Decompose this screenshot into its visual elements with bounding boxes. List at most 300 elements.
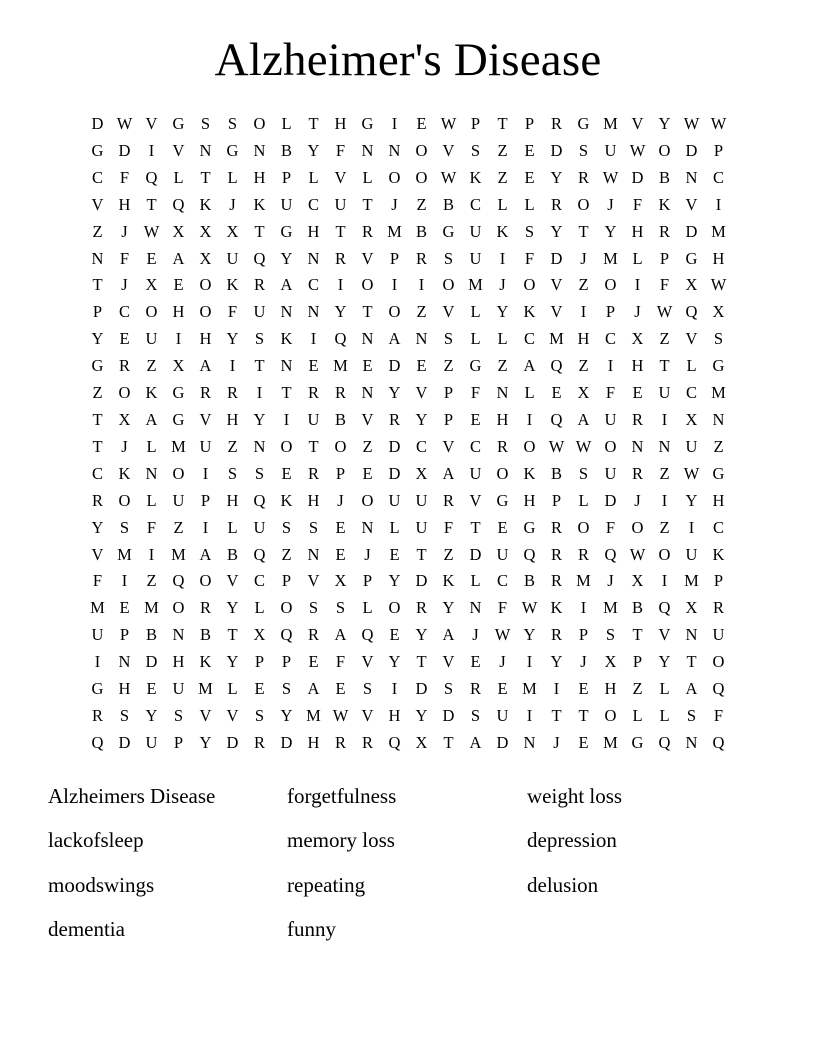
grid-letter: I bbox=[148, 140, 155, 160]
grid-letter: O bbox=[199, 275, 212, 295]
grid-letter: H bbox=[199, 329, 212, 349]
grid-letter: Q bbox=[253, 248, 266, 268]
grid-letter: V bbox=[442, 302, 455, 322]
grid-letter: G bbox=[280, 221, 293, 241]
grid-letter: S bbox=[227, 463, 238, 483]
grid-letter: N bbox=[388, 140, 401, 160]
grid-letter: K bbox=[523, 463, 536, 483]
grid-letter: J bbox=[364, 544, 371, 564]
grid-letter: R bbox=[334, 732, 346, 752]
grid-row bbox=[84, 165, 732, 192]
grid-letter: Z bbox=[659, 517, 670, 537]
grid-letter: D bbox=[280, 732, 293, 752]
grid-letter: U bbox=[91, 625, 104, 645]
grid-letter: G bbox=[172, 383, 185, 403]
grid-letter: I bbox=[526, 652, 533, 672]
grid-letter: O bbox=[577, 517, 590, 537]
grid-letter: H bbox=[523, 490, 536, 510]
grid-letter: P bbox=[443, 383, 454, 403]
grid-letter: M bbox=[603, 598, 618, 618]
grid-letter: M bbox=[333, 356, 348, 376]
grid-letter: G bbox=[226, 140, 239, 160]
grid-letter: H bbox=[577, 329, 590, 349]
grid-letter: R bbox=[631, 409, 643, 429]
grid-letter: Q bbox=[658, 732, 671, 752]
grid-letter: U bbox=[415, 490, 428, 510]
grid-letter: N bbox=[523, 732, 536, 752]
grid-letter: R bbox=[388, 409, 400, 429]
grid-letter: H bbox=[496, 409, 509, 429]
grid-letter: O bbox=[280, 598, 293, 618]
grid-letter: Z bbox=[416, 194, 427, 214]
grid-letter: R bbox=[199, 383, 211, 403]
grid-letter: T bbox=[362, 194, 373, 214]
grid-letter: A bbox=[523, 356, 536, 376]
grid-letter: Z bbox=[416, 302, 427, 322]
grid-letter: F bbox=[335, 140, 346, 160]
grid-letter: Z bbox=[443, 356, 454, 376]
grid-letter: E bbox=[551, 383, 562, 403]
grid-letter: Z bbox=[632, 679, 643, 699]
grid-letter: M bbox=[144, 598, 159, 618]
grid-letter: M bbox=[306, 705, 321, 725]
grid-letter: L bbox=[578, 490, 589, 510]
word-search-grid bbox=[84, 111, 732, 757]
grid-letter: X bbox=[199, 221, 212, 241]
grid-letter: N bbox=[658, 436, 671, 456]
grid-letter: Y bbox=[280, 248, 293, 268]
grid-letter: P bbox=[173, 732, 184, 752]
grid-letter: R bbox=[469, 679, 481, 699]
grid-letter: Z bbox=[578, 275, 589, 295]
grid-letter: C bbox=[496, 571, 508, 591]
grid-letter: V bbox=[361, 652, 374, 672]
grid-letter: H bbox=[334, 114, 347, 133]
grid-letter: D bbox=[550, 248, 563, 268]
grid-letter: T bbox=[497, 114, 508, 133]
grid-letter: Y bbox=[199, 732, 212, 752]
grid-letter: J bbox=[391, 194, 398, 214]
grid-letter: Y bbox=[91, 329, 104, 349]
grid-letter: O bbox=[118, 383, 131, 403]
grid-letter: R bbox=[361, 732, 373, 752]
grid-letter: D bbox=[145, 652, 158, 672]
grid-letter: I bbox=[580, 598, 587, 618]
grid-letter: R bbox=[658, 221, 670, 241]
grid-letter: D bbox=[604, 490, 617, 510]
grid-letter: S bbox=[254, 329, 265, 349]
grid-letter: E bbox=[119, 329, 130, 349]
grid-letter: Z bbox=[497, 167, 508, 187]
grid-letter: I bbox=[175, 329, 182, 349]
word-list-item[interactable]: repeating bbox=[287, 872, 366, 897]
grid-letter: N bbox=[415, 329, 428, 349]
grid-letter: B bbox=[550, 463, 562, 483]
grid-letter: G bbox=[172, 114, 185, 133]
grid-letter: Y bbox=[442, 598, 455, 618]
grid-letter: O bbox=[631, 517, 644, 537]
grid-letter: X bbox=[199, 248, 212, 268]
grid-letter: W bbox=[143, 221, 160, 241]
word-list-item[interactable]: weight loss bbox=[527, 784, 623, 808]
grid-letter: B bbox=[280, 140, 292, 160]
grid-letter: N bbox=[172, 625, 185, 645]
grid-letter: R bbox=[415, 598, 427, 618]
grid-letter: V bbox=[442, 436, 455, 456]
grid-letter: P bbox=[389, 248, 400, 268]
grid-letter: L bbox=[632, 248, 643, 268]
grid-letter: Y bbox=[388, 383, 401, 403]
grid-letter: K bbox=[496, 221, 509, 241]
grid-letter: V bbox=[145, 114, 158, 133]
grid-letter: O bbox=[442, 275, 455, 295]
grid-letter: P bbox=[281, 571, 292, 591]
grid-letter: H bbox=[118, 194, 131, 214]
grid-letter: S bbox=[119, 517, 130, 537]
grid-letter: T bbox=[92, 409, 103, 429]
grid-letter: M bbox=[576, 571, 591, 591]
grid-letter: E bbox=[335, 517, 346, 537]
word-list-item[interactable]: Alzheimers Disease bbox=[48, 784, 216, 808]
grid-letter: Y bbox=[388, 652, 401, 672]
grid-letter: Y bbox=[253, 409, 266, 429]
word-list-row bbox=[48, 825, 768, 869]
grid-letter: L bbox=[659, 679, 670, 699]
grid-letter: A bbox=[172, 248, 185, 268]
grid-letter: A bbox=[199, 544, 212, 564]
grid-letter: O bbox=[577, 194, 590, 214]
grid-letter: R bbox=[91, 705, 103, 725]
grid-letter: Z bbox=[659, 463, 670, 483]
grid-letter: E bbox=[146, 248, 157, 268]
grid-letter: T bbox=[362, 302, 373, 322]
grid-letter: Q bbox=[172, 571, 185, 591]
grid-letter: Z bbox=[173, 517, 184, 537]
grid-letter: J bbox=[229, 194, 236, 214]
grid-letter: Y bbox=[550, 221, 563, 241]
grid-letter: S bbox=[200, 114, 211, 133]
grid-letter: L bbox=[686, 356, 697, 376]
grid-letter: U bbox=[469, 463, 482, 483]
grid-letter: N bbox=[469, 598, 482, 618]
grid-letter: L bbox=[524, 383, 535, 403]
grid-letter: G bbox=[577, 114, 590, 133]
grid-letter: Z bbox=[227, 436, 238, 456]
grid-letter: X bbox=[631, 571, 644, 591]
grid-letter: O bbox=[199, 571, 212, 591]
grid-letter: K bbox=[658, 194, 671, 214]
grid-letter: D bbox=[118, 732, 131, 752]
word-list-row bbox=[48, 781, 768, 825]
grid-letter: X bbox=[118, 409, 131, 429]
page-title: Alzheimer's Disease bbox=[214, 34, 602, 86]
grid-letter: C bbox=[712, 167, 724, 187]
grid-letter: S bbox=[470, 705, 481, 725]
grid-letter: G bbox=[91, 679, 104, 699]
grid-letter: G bbox=[523, 517, 536, 537]
grid-letter: Z bbox=[146, 571, 157, 591]
grid-letter: V bbox=[91, 544, 104, 564]
grid-letter: U bbox=[712, 625, 725, 645]
grid-letter: V bbox=[442, 140, 455, 160]
grid-letter: C bbox=[685, 383, 697, 403]
grid-letter: D bbox=[388, 356, 401, 376]
grid-letter: Q bbox=[388, 732, 401, 752]
grid-letter: R bbox=[253, 275, 265, 295]
grid-body bbox=[84, 111, 732, 757]
grid-letter: J bbox=[634, 302, 641, 322]
grid-letter: H bbox=[253, 167, 266, 187]
grid-letter: R bbox=[307, 625, 319, 645]
grid-letter: X bbox=[604, 652, 617, 672]
grid-letter: X bbox=[145, 275, 158, 295]
grid-letter: I bbox=[337, 275, 344, 295]
grid-letter: Y bbox=[415, 409, 428, 429]
grid-row bbox=[84, 730, 732, 757]
word-list-item[interactable]: forgetfulness bbox=[287, 784, 397, 808]
grid-row bbox=[84, 192, 732, 219]
grid-letter: H bbox=[118, 679, 131, 699]
grid-letter: U bbox=[253, 517, 266, 537]
grid-letter: X bbox=[577, 383, 590, 403]
grid-letter: D bbox=[118, 140, 131, 160]
grid-letter: C bbox=[469, 436, 481, 456]
word-list-item[interactable]: funny bbox=[287, 916, 336, 941]
grid-letter: P bbox=[281, 167, 292, 187]
grid-letter: M bbox=[603, 732, 618, 752]
grid-letter: A bbox=[577, 409, 590, 429]
grid-letter: X bbox=[685, 409, 698, 429]
grid-letter: I bbox=[283, 409, 290, 429]
grid-letter: J bbox=[121, 221, 128, 241]
grid-letter: E bbox=[335, 544, 346, 564]
grid-letter: S bbox=[443, 248, 454, 268]
grid-letter: D bbox=[226, 732, 239, 752]
grid-letter: F bbox=[92, 571, 103, 591]
grid-letter: P bbox=[92, 302, 103, 322]
grid-letter: H bbox=[307, 490, 320, 510]
grid-letter: E bbox=[632, 383, 643, 403]
grid-letter: R bbox=[550, 114, 562, 133]
grid-letter: O bbox=[388, 598, 401, 618]
grid-letter: X bbox=[334, 571, 347, 591]
grid-letter: N bbox=[361, 140, 374, 160]
grid-letter: R bbox=[253, 732, 265, 752]
grid-letter: Y bbox=[145, 705, 158, 725]
grid-letter: T bbox=[254, 356, 265, 376]
grid-letter: E bbox=[389, 625, 400, 645]
grid-letter: V bbox=[226, 571, 239, 591]
grid-letter: T bbox=[686, 652, 697, 672]
grid-letter: N bbox=[280, 302, 293, 322]
grid-row bbox=[84, 111, 732, 138]
grid-letter: Y bbox=[604, 221, 617, 241]
grid-letter: O bbox=[199, 302, 212, 322]
grid-letter: N bbox=[118, 652, 131, 672]
grid-letter: Z bbox=[497, 140, 508, 160]
grid-letter: J bbox=[121, 275, 128, 295]
grid-letter: L bbox=[308, 167, 319, 187]
grid-letter: I bbox=[634, 275, 641, 295]
grid-row bbox=[84, 138, 732, 165]
grid-letter: T bbox=[578, 705, 589, 725]
grid-letter: N bbox=[361, 329, 374, 349]
grid-letter: X bbox=[685, 275, 698, 295]
grid-letter: L bbox=[362, 598, 373, 618]
grid-letter: H bbox=[172, 652, 185, 672]
grid-letter: V bbox=[415, 383, 428, 403]
grid-letter: D bbox=[496, 732, 509, 752]
word-list-item[interactable]: moodswings bbox=[48, 872, 155, 897]
grid-letter: H bbox=[712, 490, 725, 510]
grid-letter: W bbox=[602, 167, 619, 187]
grid-letter: O bbox=[172, 598, 185, 618]
grid-letter: M bbox=[711, 383, 726, 403]
grid-letter: E bbox=[308, 356, 319, 376]
grid-letter: O bbox=[712, 652, 725, 672]
grid-letter: O bbox=[415, 140, 428, 160]
grid-letter: I bbox=[229, 356, 236, 376]
grid-letter: M bbox=[387, 221, 402, 241]
grid-letter: S bbox=[335, 598, 346, 618]
grid-letter: Y bbox=[496, 302, 509, 322]
grid-row bbox=[84, 488, 732, 515]
grid-letter: B bbox=[523, 571, 535, 591]
grid-letter: U bbox=[685, 544, 698, 564]
grid-row bbox=[84, 703, 732, 730]
word-list-item[interactable]: dementia bbox=[48, 916, 125, 941]
grid-letter: E bbox=[578, 679, 589, 699]
grid-row bbox=[84, 219, 732, 246]
grid-row bbox=[84, 246, 732, 273]
grid-letter: T bbox=[578, 221, 589, 241]
word-list-item[interactable]: memory loss bbox=[287, 828, 395, 853]
grid-letter: N bbox=[361, 383, 374, 403]
grid-letter: A bbox=[307, 679, 320, 699]
grid-letter: D bbox=[550, 140, 563, 160]
grid-letter: N bbox=[361, 517, 374, 537]
grid-letter: N bbox=[685, 167, 698, 187]
grid-letter: F bbox=[632, 194, 643, 214]
grid-letter: S bbox=[443, 329, 454, 349]
grid-letter: B bbox=[334, 409, 346, 429]
grid-letter: A bbox=[280, 275, 293, 295]
grid-letter: J bbox=[580, 248, 587, 268]
grid-letter: T bbox=[146, 194, 157, 214]
grid-letter: F bbox=[497, 598, 508, 618]
grid-letter: N bbox=[307, 302, 320, 322]
grid-letter: P bbox=[578, 625, 589, 645]
grid-letter: S bbox=[605, 625, 616, 645]
grid-letter: Y bbox=[91, 517, 104, 537]
grid-letter: K bbox=[199, 194, 212, 214]
grid-letter: O bbox=[388, 302, 401, 322]
grid-letter: Q bbox=[712, 732, 725, 752]
grid-letter: U bbox=[280, 194, 293, 214]
grid-letter: K bbox=[226, 275, 239, 295]
word-list-item[interactable]: delusion bbox=[527, 872, 599, 897]
word-list-item[interactable]: lackofsleep bbox=[48, 828, 144, 853]
grid-letter: Q bbox=[280, 625, 293, 645]
grid-letter: K bbox=[523, 302, 536, 322]
grid-letter: E bbox=[470, 652, 481, 672]
grid-letter: W bbox=[332, 705, 349, 725]
grid-letter: D bbox=[442, 705, 455, 725]
grid-letter: S bbox=[308, 517, 319, 537]
grid-row bbox=[84, 299, 732, 326]
grid-letter: W bbox=[494, 625, 511, 645]
grid-letter: V bbox=[199, 705, 212, 725]
grid-letter: M bbox=[603, 114, 618, 133]
grid-letter: U bbox=[496, 544, 509, 564]
grid-letter: S bbox=[254, 463, 265, 483]
grid-letter: J bbox=[553, 732, 560, 752]
grid-letter: E bbox=[497, 517, 508, 537]
grid-letter: Y bbox=[334, 302, 347, 322]
grid-letter: O bbox=[658, 140, 671, 160]
grid-letter: F bbox=[605, 517, 616, 537]
grid-letter: F bbox=[470, 383, 481, 403]
grid-letter: G bbox=[685, 248, 698, 268]
word-list-item[interactable]: depression bbox=[527, 828, 617, 853]
grid-letter: R bbox=[307, 383, 319, 403]
grid-letter: W bbox=[629, 140, 646, 160]
grid-letter: R bbox=[442, 490, 454, 510]
grid-letter: O bbox=[253, 114, 266, 133]
grid-letter: I bbox=[94, 652, 101, 672]
grid-letter: G bbox=[631, 732, 644, 752]
grid-letter: A bbox=[145, 409, 158, 429]
grid-letter: L bbox=[497, 194, 508, 214]
grid-letter: E bbox=[416, 114, 427, 133]
grid-letter: Q bbox=[253, 544, 266, 564]
grid-letter: N bbox=[280, 356, 293, 376]
grid-letter: C bbox=[415, 436, 427, 456]
grid-letter: M bbox=[171, 544, 186, 564]
grid-letter: L bbox=[146, 436, 157, 456]
grid-letter: Z bbox=[713, 436, 724, 456]
grid-letter: F bbox=[443, 517, 454, 537]
grid-letter: T bbox=[335, 221, 346, 241]
grid-letter: Q bbox=[685, 302, 698, 322]
grid-letter: I bbox=[715, 194, 722, 214]
grid-letter: G bbox=[172, 409, 185, 429]
grid-letter: U bbox=[604, 140, 617, 160]
grid-letter: T bbox=[92, 436, 103, 456]
grid-letter: D bbox=[469, 544, 482, 564]
grid-letter: W bbox=[575, 436, 592, 456]
grid-letter: Z bbox=[578, 356, 589, 376]
grid-letter: E bbox=[119, 598, 130, 618]
grid-letter: P bbox=[362, 571, 373, 591]
grid-row bbox=[84, 272, 732, 299]
grid-letter: G bbox=[469, 356, 482, 376]
grid-letter: W bbox=[116, 114, 133, 133]
grid-letter: L bbox=[470, 329, 481, 349]
grid-letter: B bbox=[199, 625, 211, 645]
grid-row bbox=[84, 542, 732, 569]
grid-letter: L bbox=[659, 705, 670, 725]
grid-letter: V bbox=[658, 625, 671, 645]
grid-letter: Y bbox=[226, 652, 239, 672]
grid-letter: C bbox=[523, 329, 535, 349]
grid-letter: I bbox=[202, 517, 209, 537]
grid-letter: J bbox=[499, 652, 506, 672]
grid-letter: U bbox=[415, 517, 428, 537]
grid-letter: W bbox=[629, 544, 646, 564]
grid-letter: Q bbox=[604, 544, 617, 564]
grid-letter: G bbox=[91, 356, 104, 376]
